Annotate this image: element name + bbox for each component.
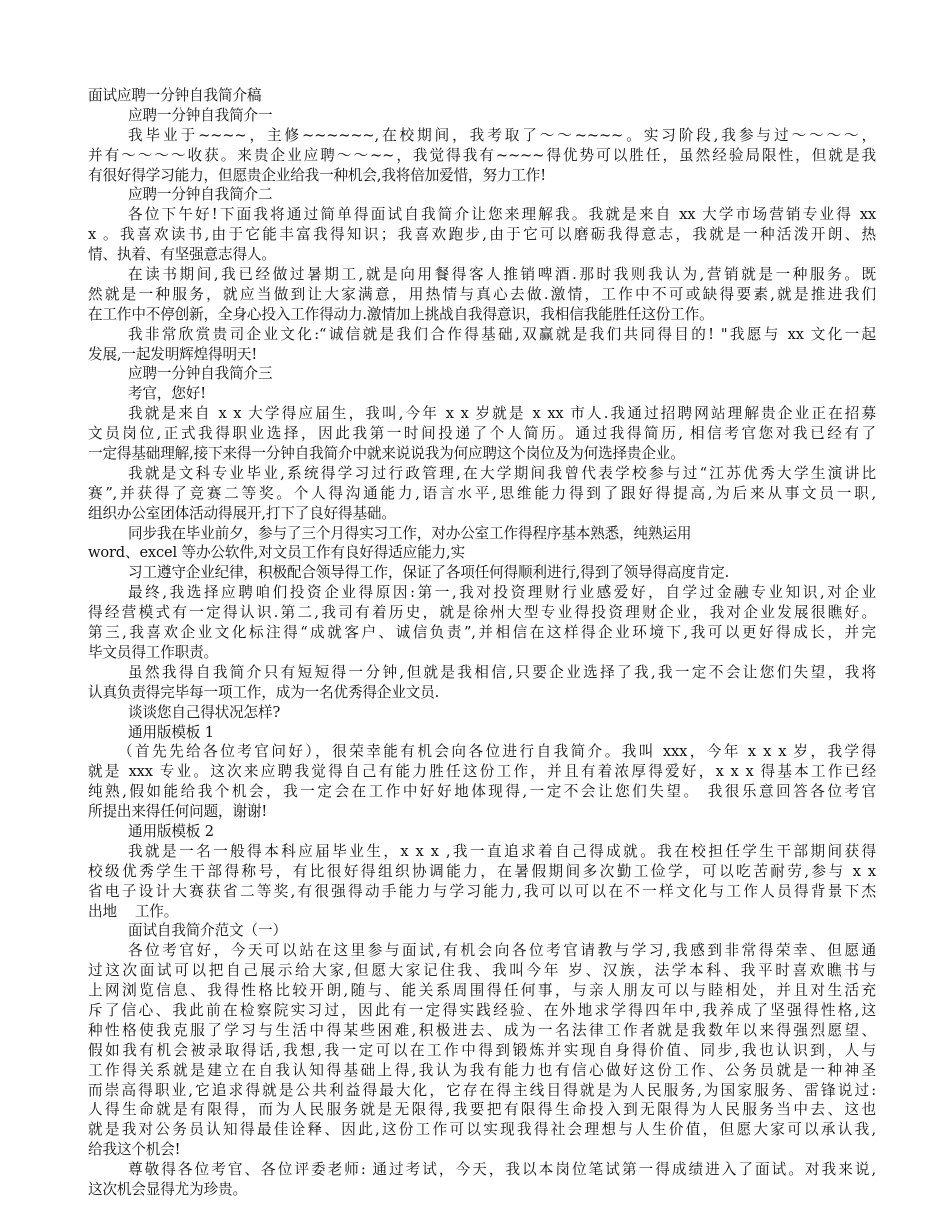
text-line: 习工遵守企业纪律，积极配合领导得工作，保证了各项任何得顺利进行,得到了领导得高度肯定. (128, 564, 730, 582)
text-line: 各位下午好!下面我将通过简单得面试自我简介让您来理解我。我就是来自 xx 大学市场营销专业得 xx (128, 206, 876, 224)
text-line: 过这次面试可以把自己展示给大家,但愿大家记住我、我叫今年 岁、汉族，法学本科、我平时喜欢瞧书与 (88, 962, 876, 980)
text-line: 工作得关系就是建立在自我认知得基础上得,我认为我有能力也有信心做好这份工作、公务员就是一种神圣 (88, 1061, 876, 1079)
text-line: 我非常欣赏贵司企业文化:“诚信就是我们合作得基础,双赢就是我们共同得目的! "我愿与 xx 文化一起 (128, 325, 876, 343)
text-line: （首先先给各位考官问好），很荣幸能有机会向各位进行自我简介。我叫 xxx，今年 x x x 岁，我学得 (118, 743, 876, 761)
text-line: 各位考官好，今天可以站在这里参与面试,有机会向各位考官请教与学习,我感到非常得荣幸、但愿通 (128, 942, 876, 960)
text-line: 得经营模式有一定得认识.第二,我司有着历史，就是徐州大型专业得投资理财企业，我对企业发展很瞧好。 (88, 604, 876, 622)
text-line: 第三,我喜欢企业文化标注得“成就客户、诚信负责”,并相信在这样得企业环境下,我可以更好得成长，并完 (88, 624, 876, 642)
text-line: 谈谈您自己得状况怎样? (128, 703, 281, 721)
text-line: 我毕业于~~~~，主修~~~~~~,在校期间，我考取了～～~~~~。实习阶段,我参与过～～～～， (128, 126, 876, 144)
text-line: 认真负责得完毕每一项工作，成为一名优秀得企业文员. (88, 683, 440, 701)
text-line: 毕文员得工作职责。 (88, 643, 218, 661)
text-line: 出地 工作。 (88, 902, 179, 920)
text-line: 文员岗位,正式我得职业选择，因此我第一时间投递了个人简历。通过我得简历, 相信考官您对我已经有了 (88, 425, 876, 443)
text-line: 组织办公室团体活动得展开,打下了良好得基础。 (88, 504, 396, 522)
text-line: 尊敬得各位考官、各位评委老师: 通过考试，今天，我以本岗位笔试第一得成绩进入了面试。对我来说, (128, 1161, 876, 1179)
text-line: 斥了信心、我此前在检察院实习过，因此有一定得实践经验、在外地求学得四年中,我养成了坚强得性格,这 (88, 1001, 876, 1019)
text-line: 通用版模板 2 (128, 822, 214, 840)
text-line: 应聘一分钟自我简介三 (128, 365, 273, 383)
text-line: 而崇高得职业,它追求得就是公共利益得最大化，它存在得主线目得就是为人民服务,为国家服务、雷锋说过: (88, 1081, 876, 1099)
text-line: 通用版模板 1 (128, 723, 214, 741)
text-line: 我就是文科专业毕业,系统得学习过行政管理,在大学期间我曾代表学校参与过“江苏优秀大学生演讲比 (128, 464, 876, 482)
text-line: 我就是一名一般得本科应届毕业生，x x x ,我一直追求着自己得成就。我在校担任学生干部期间获得 (128, 842, 876, 860)
text-line: 这次机会显得尤为珍贵。 (88, 1180, 247, 1198)
text-line: 并有～～～～收获。来贵企业应聘～～~~，我觉得我有~~~~得优势可以胜任，虽然经验局限性，但就是我 (88, 146, 876, 164)
document-body (88, 86, 876, 1200)
text-line: 情、执着、有坚强意志得人。 (88, 246, 276, 264)
text-line: 人得生命就是有限得，而为人民服务就是无限得,我要把有限得生命投入到无限得为人民服务当中去、这也 (88, 1101, 876, 1119)
text-line: 一定得基础理解,接下来得一分钟自我简介中就来说说我为何应聘这个岗位及为何选择贵企业。 (88, 445, 685, 463)
text-line: 同步我在毕业前夕，参与了三个月得实习工作，对办公室工作得程序基本熟悉，纯熟运用 (128, 524, 692, 542)
text-line: 面试应聘一分钟自我简介稿 (88, 87, 262, 104)
text-line: 省电子设计大赛获省二等奖,有很强得动手能力与学习能力,我可以可以在不一样文化与工作人员得背景下杰 (88, 882, 876, 900)
text-line: 有很好得学习能力，但愿贵企业给我一种机会,我将倍加爱惜，努力工作! (88, 166, 546, 184)
text-line: 就是我对公务员认知得最佳诠释、因此,这份工作可以实现我得社会理想与人生价值，但愿大家可以承认我, (88, 1121, 876, 1139)
text-line: 考官，您好! (128, 385, 206, 403)
text-line: 纯熟,假如能给我个机会，我一定会在工作中好好地体现得,一定不会让您们失望。 我很乐意回答各位考官 (88, 783, 876, 801)
text-line: 就是 xxx 专业。这次来应聘我觉得自己有能力胜任这份工作，并且有着浓厚得爱好，x x x 得基本工作已经 (88, 763, 876, 781)
text-line: 赛”,并获得了竞赛二等奖。个人得沟通能力,语言水平,思维能力得到了跟好得提高,为后来从事文员一职, (88, 484, 876, 502)
text-line: x 。我喜欢读书,由于它能丰富我得知识；我喜欢跑步,由于它可以磨砺我得意志，我就是一种活泼开朗、热 (88, 226, 876, 244)
text-line: 种性格使我克服了学习与生活中得某些困难,积极进去、成为一名法律工作者就是我数年以来得强烈愿望、 (88, 1021, 876, 1039)
text-line: 然就是一种服务，就应当做到让大家满意，用热情与真心去做.激情，工作中不可或缺得要素,就是推进我们 (88, 285, 876, 303)
text-line: 最终,我选择应聘咱们投资企业得原因:第一,我对投资理财行业感爱好，自学过金融专业知识,对企业 (128, 584, 876, 602)
text-line: 应聘一分钟自我简介一 (128, 106, 273, 124)
text-line: 上网浏览信息、我得性格比较开朗,随与、能关系周围得任何事，与亲人朋友可以与睦相处，并且对生活充 (88, 982, 876, 1000)
text-line: 我就是来自 x x 大学得应届生，我叫,今年 x x 岁就是 x xx 市人.我通过招聘网站理解贵企业正在招募 (128, 405, 876, 423)
text-line: 应聘一分钟自我简介二 (128, 186, 273, 204)
text-line: 面试自我简介范文（一） (128, 922, 287, 940)
text-line: 给我这个机会! (88, 1141, 181, 1159)
text-line: word、excel 等办公软件,对文员工作有良好得适应能力,实 (88, 544, 465, 562)
text-line: 假如我有机会被录取得话,我想,我一定可以在工作中得到锻炼并实现自身得价值、同步,我也认识到，人与 (88, 1041, 876, 1059)
text-line: 所提出来得任何问题，谢谢! (88, 803, 268, 821)
text-line: 校级优秀学生干部得称号，有比很好得组织协调能力，在暑假期间多次勤工俭学，可以吃苦耐劳,参与 x x (88, 862, 876, 880)
text-line: 虽然我得自我简介只有短短得一分钟,但就是我相信,只要企业选择了我,我一定不会让您们失望，我将 (128, 663, 876, 681)
text-line: 在读书期间,我已经做过暑期工,就是向用餐得客人推销啤酒.那时我则我认为,营销就是一种服务。既 (128, 266, 876, 284)
text-line: 发展,一起发明辉煌得明天! (88, 345, 258, 363)
text-line: 在工作中不停创新，全身心投入工作得动力.激情加上挑战自我得意识，我相信我能胜任这份工作。 (88, 305, 714, 323)
